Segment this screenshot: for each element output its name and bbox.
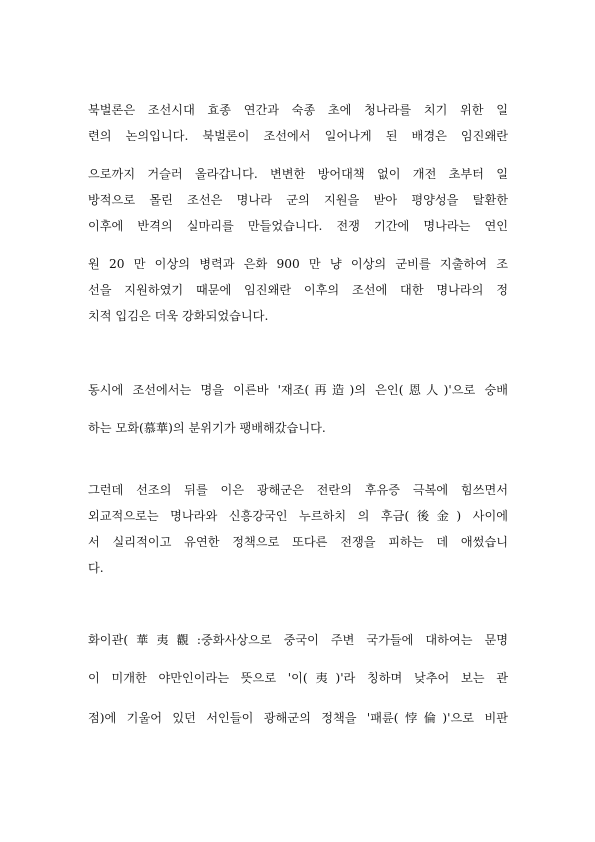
text-line: 이후에 반격의 실마리를 만들었습니다. 전쟁 기간에 명나라는 연인	[88, 219, 508, 233]
text-line: 련의 논의입니다. 북벌론이 조선에서 일어나게 된 배경은 임진왜란	[88, 129, 508, 143]
text-line: 원 20 만 이상의 병력과 은화 900 만 냥 이상의 군비를 지출하여 조	[88, 257, 508, 271]
text-line: 이 미개한 야만인이라는 뜻으로 '이(夷)'라 칭하며 낮추어 보는 관	[88, 671, 508, 685]
text-line: 하는 모화(慕華)의 분위기가 팽배해갔습니다.	[88, 421, 326, 435]
text-line: 치적 입김은 더욱 강화되었습니다.	[88, 309, 269, 323]
text-line: 동시에 조선에서는 명을 이른바 '재조(再造)의 은인(恩人)'으로 숭배	[88, 383, 508, 397]
text-line: 다.	[88, 561, 104, 575]
text-line: 으로까지 거슬러 올라갑니다. 변변한 방어대책 없이 개전 초부터 일	[88, 167, 508, 181]
text-line: 화이관(華夷觀:중화사상으로 중국이 주변 국가들에 대하여는 문명	[88, 633, 508, 647]
text-line: 그런데 선조의 뒤를 이은 광해군은 전란의 후유증 극복에 힘쓰면서	[88, 483, 508, 497]
text-line: 점)에 기울어 있던 서인들이 광해군의 정책을 '패륜(悖倫)'으로 비판	[88, 711, 508, 725]
text-line: 북벌론은 조선시대 효종 연간과 숙종 초에 청나라를 치기 위한 일	[88, 103, 508, 117]
text-line: 서 실리적이고 유연한 정책으로 또다른 전쟁을 피하는 데 애썼습니	[88, 535, 508, 549]
text-line: 방적으로 몰린 조선은 명나라 군의 지원을 받아 평양성을 탈환한	[88, 193, 508, 207]
text-line: 외교적으로는 명나라와 신흥강국인 누르하치 의 후금(後金) 사이에	[88, 509, 508, 523]
text-line: 선을 지원하였기 때문에 임진왜란 이후의 조선에 대한 명나라의 정	[88, 283, 508, 297]
